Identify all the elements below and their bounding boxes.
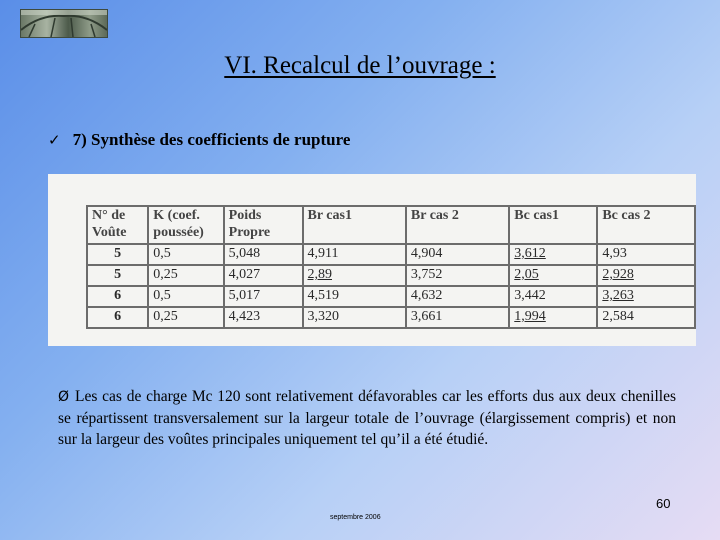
- header-br-cas2: Br cas 2: [406, 206, 509, 244]
- table-row: [87, 265, 695, 286]
- footer-date: septembre 2006: [330, 514, 381, 521]
- table-cell: 2,928: [597, 265, 695, 286]
- table-cell: 5,017: [224, 286, 303, 307]
- table-cell: 0,25: [148, 265, 223, 286]
- header-poids-propre: Poids Propre: [224, 206, 303, 244]
- table-cell: 4,93: [597, 244, 695, 265]
- table-row: [87, 286, 695, 307]
- header-bc-cas2: Bc cas 2: [597, 206, 695, 244]
- section-subtitle: [48, 130, 350, 150]
- header-voute: N° de Voûte: [87, 206, 148, 244]
- table-cell: 3,661: [406, 307, 509, 328]
- table-cell: 3,263: [597, 286, 695, 307]
- bridge-photo-thumbnail: [20, 9, 108, 38]
- page-title: VI. Recalcul de l’ouvrage :: [224, 52, 496, 79]
- coefficients-table-panel: [48, 174, 696, 346]
- table-cell: 0,5: [148, 244, 223, 265]
- table-cell: 2,584: [597, 307, 695, 328]
- table-header-row: [87, 206, 695, 244]
- table-cell: 4,911: [303, 244, 406, 265]
- table-cell: 2,89: [303, 265, 406, 286]
- table-cell: 4,423: [224, 307, 303, 328]
- page-number: 60: [656, 496, 671, 511]
- table-cell: 3,320: [303, 307, 406, 328]
- table-cell: 4,027: [224, 265, 303, 286]
- explanation-text: Les cas de charge Mc 120 sont relativement défavorables car les efforts dus aux deux chenilles se répartissent transversalement sur la largeur totale de l’ouvrage (élargissement compris) et non sur la largeur des voûtes principales uniquement tel qu’il a été étudié.: [58, 388, 676, 448]
- table-row: [87, 244, 695, 265]
- table-cell: 1,994: [509, 307, 597, 328]
- coefficients-table: [86, 205, 696, 329]
- table-cell: 5,048: [224, 244, 303, 265]
- table-cell: 4,904: [406, 244, 509, 265]
- table-cell: 2,05: [509, 265, 597, 286]
- table-cell: 6: [87, 286, 148, 307]
- table-cell: 4,519: [303, 286, 406, 307]
- header-k-coef: K (coef. poussée): [148, 206, 223, 244]
- table-cell: 0,5: [148, 286, 223, 307]
- table-cell: 4,632: [406, 286, 509, 307]
- table-cell: 6: [87, 307, 148, 328]
- table-cell: 3,612: [509, 244, 597, 265]
- checkmark-icon: ✓: [48, 131, 61, 149]
- header-bc-cas1: Bc cas1: [509, 206, 597, 244]
- arrow-bullet-icon: Ø: [58, 389, 70, 405]
- section-subtitle-text: 7) Synthèse des coefficients de rupture: [72, 130, 351, 149]
- table-cell: 5: [87, 265, 148, 286]
- table-row: [87, 307, 695, 328]
- table-cell: 5: [87, 244, 148, 265]
- table-cell: 3,752: [406, 265, 509, 286]
- header-br-cas1: Br cas1: [303, 206, 406, 244]
- table-cell: 3,442: [509, 286, 597, 307]
- explanation-paragraph: [58, 386, 676, 450]
- table-cell: 0,25: [148, 307, 223, 328]
